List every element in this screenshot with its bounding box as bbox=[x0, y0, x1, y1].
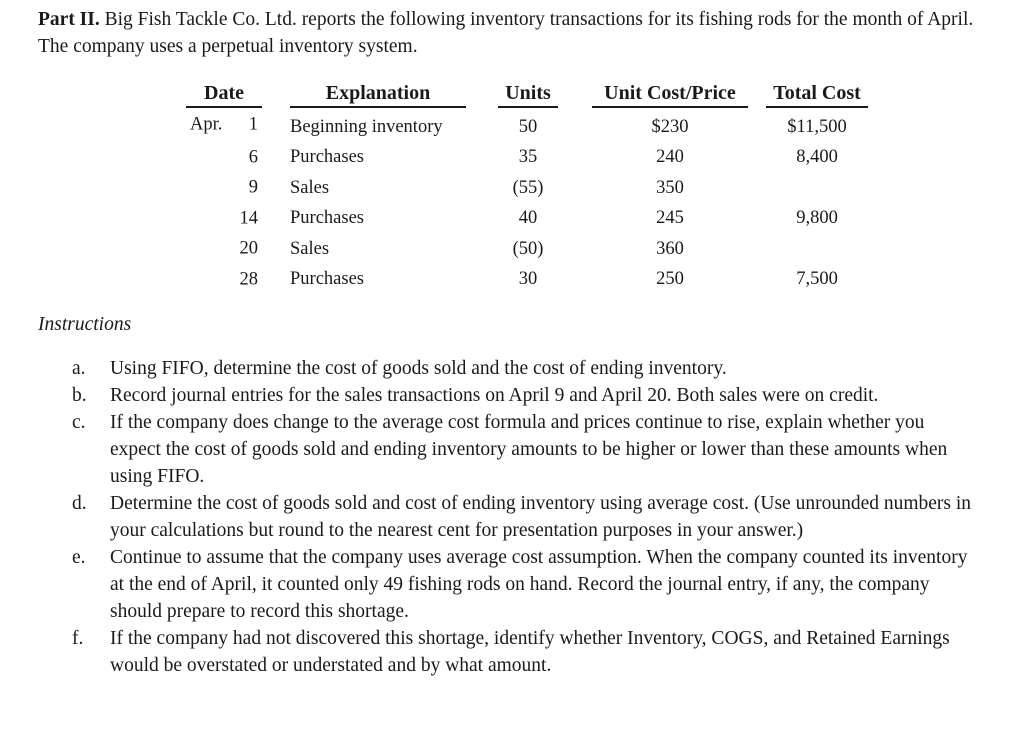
cell-explanation: Sales bbox=[290, 238, 330, 259]
cell-day: 20 bbox=[239, 238, 258, 259]
col-header-date: Date bbox=[186, 78, 262, 108]
cell-explanation: Beginning inventory bbox=[290, 116, 443, 137]
cell-explanation: Sales bbox=[290, 177, 330, 198]
cell-total-cost: 8,400 bbox=[796, 147, 838, 168]
instruction-text: Record journal entries for the sales transactions on April 9 and April 20. Both sales were on credit. bbox=[110, 385, 879, 406]
cell-total-cost: 9,800 bbox=[796, 208, 838, 229]
cell-unit-cost: 360 bbox=[656, 238, 684, 259]
col-header-unit-cost: Unit Cost/Price bbox=[592, 78, 748, 108]
cell-date bbox=[186, 108, 262, 143]
instructions-list bbox=[72, 355, 980, 679]
col-header-units: Units bbox=[498, 78, 558, 108]
cell-units: 50 bbox=[518, 116, 538, 137]
table-row bbox=[186, 173, 868, 204]
cell-explanation: Purchases bbox=[290, 269, 364, 290]
cell-units: 40 bbox=[518, 208, 538, 229]
cell-date bbox=[186, 173, 262, 204]
cell-total-cost bbox=[766, 173, 868, 204]
instruction-item bbox=[72, 355, 980, 382]
table-row bbox=[186, 108, 868, 143]
col-header-explanation: Explanation bbox=[290, 78, 466, 108]
cell-month: Apr. bbox=[190, 114, 223, 135]
cell-day: 6 bbox=[248, 147, 258, 168]
cell-total-cost: $11,500 bbox=[787, 116, 847, 137]
cell-total-cost bbox=[766, 234, 868, 265]
cell-day: 28 bbox=[239, 269, 258, 290]
instruction-label: b. bbox=[72, 385, 87, 406]
instruction-item bbox=[72, 409, 980, 490]
table-row bbox=[186, 204, 868, 235]
cell-day: 14 bbox=[239, 208, 258, 229]
instruction-label: a. bbox=[72, 358, 86, 379]
cell-unit-cost: 250 bbox=[656, 269, 684, 290]
cell-day: 1 bbox=[248, 114, 258, 135]
instruction-item bbox=[72, 544, 980, 625]
col-header-total-cost: Total Cost bbox=[766, 78, 868, 108]
instruction-label: f. bbox=[72, 628, 84, 649]
cell-units: 30 bbox=[518, 269, 538, 290]
inventory-table bbox=[186, 78, 868, 295]
cell-unit-cost: 350 bbox=[656, 177, 684, 198]
cell-date bbox=[186, 234, 262, 265]
instruction-text: Using FIFO, determine the cost of goods sold and the cost of ending inventory. bbox=[110, 358, 727, 379]
cell-unit-cost: 240 bbox=[656, 147, 684, 168]
instruction-label: d. bbox=[72, 493, 87, 514]
instruction-label: e. bbox=[72, 547, 86, 568]
instructions-heading: Instructions bbox=[38, 314, 132, 335]
cell-units: (50) bbox=[512, 238, 544, 259]
cell-unit-cost: 245 bbox=[656, 208, 684, 229]
instruction-text: Determine the cost of goods sold and cost of ending inventory using average cost. (Use unrounded numbers in your calculations but round to the nearest cent for presentation purposes in your answer.) bbox=[110, 493, 972, 541]
instruction-text: Continue to assume that the company uses average cost assumption. When the company counted its inventory at the end of April, it counted only 49 fishing rods on hand. Record the journal entry, if any, the company should prepare to record this shortage. bbox=[110, 547, 968, 622]
instruction-item bbox=[72, 382, 980, 409]
cell-units: (55) bbox=[512, 177, 544, 198]
cell-date bbox=[186, 143, 262, 174]
cell-total-cost: 7,500 bbox=[796, 269, 838, 290]
cell-day: 9 bbox=[248, 177, 258, 198]
cell-unit-cost: $230 bbox=[651, 116, 689, 137]
table-row bbox=[186, 265, 868, 296]
table-header-row bbox=[186, 78, 868, 108]
problem-intro bbox=[38, 6, 978, 60]
cell-explanation: Purchases bbox=[290, 147, 364, 168]
instruction-text: If the company had not discovered this shortage, identify whether Inventory, COGS, and Retained Earnings would be overstated or understated and by what amount. bbox=[110, 628, 950, 676]
table-row bbox=[186, 234, 868, 265]
cell-units: 35 bbox=[518, 147, 538, 168]
part-label: Part II. bbox=[38, 9, 100, 30]
table-row bbox=[186, 143, 868, 174]
instruction-text: If the company does change to the average cost formula and prices continue to rise, explain whether you expect the cost of goods sold and ending inventory amounts to be higher or lower than these amounts when using FIFO. bbox=[110, 412, 948, 487]
cell-date bbox=[186, 204, 262, 235]
cell-date bbox=[186, 265, 262, 296]
instruction-label: c. bbox=[72, 412, 86, 433]
intro-text: Big Fish Tackle Co. Ltd. reports the following inventory transactions for its fishing rods for the month of April. The company uses a perpetual inventory system. bbox=[38, 9, 974, 57]
instruction-item bbox=[72, 625, 980, 679]
cell-explanation: Purchases bbox=[290, 208, 364, 229]
instruction-item bbox=[72, 490, 980, 544]
